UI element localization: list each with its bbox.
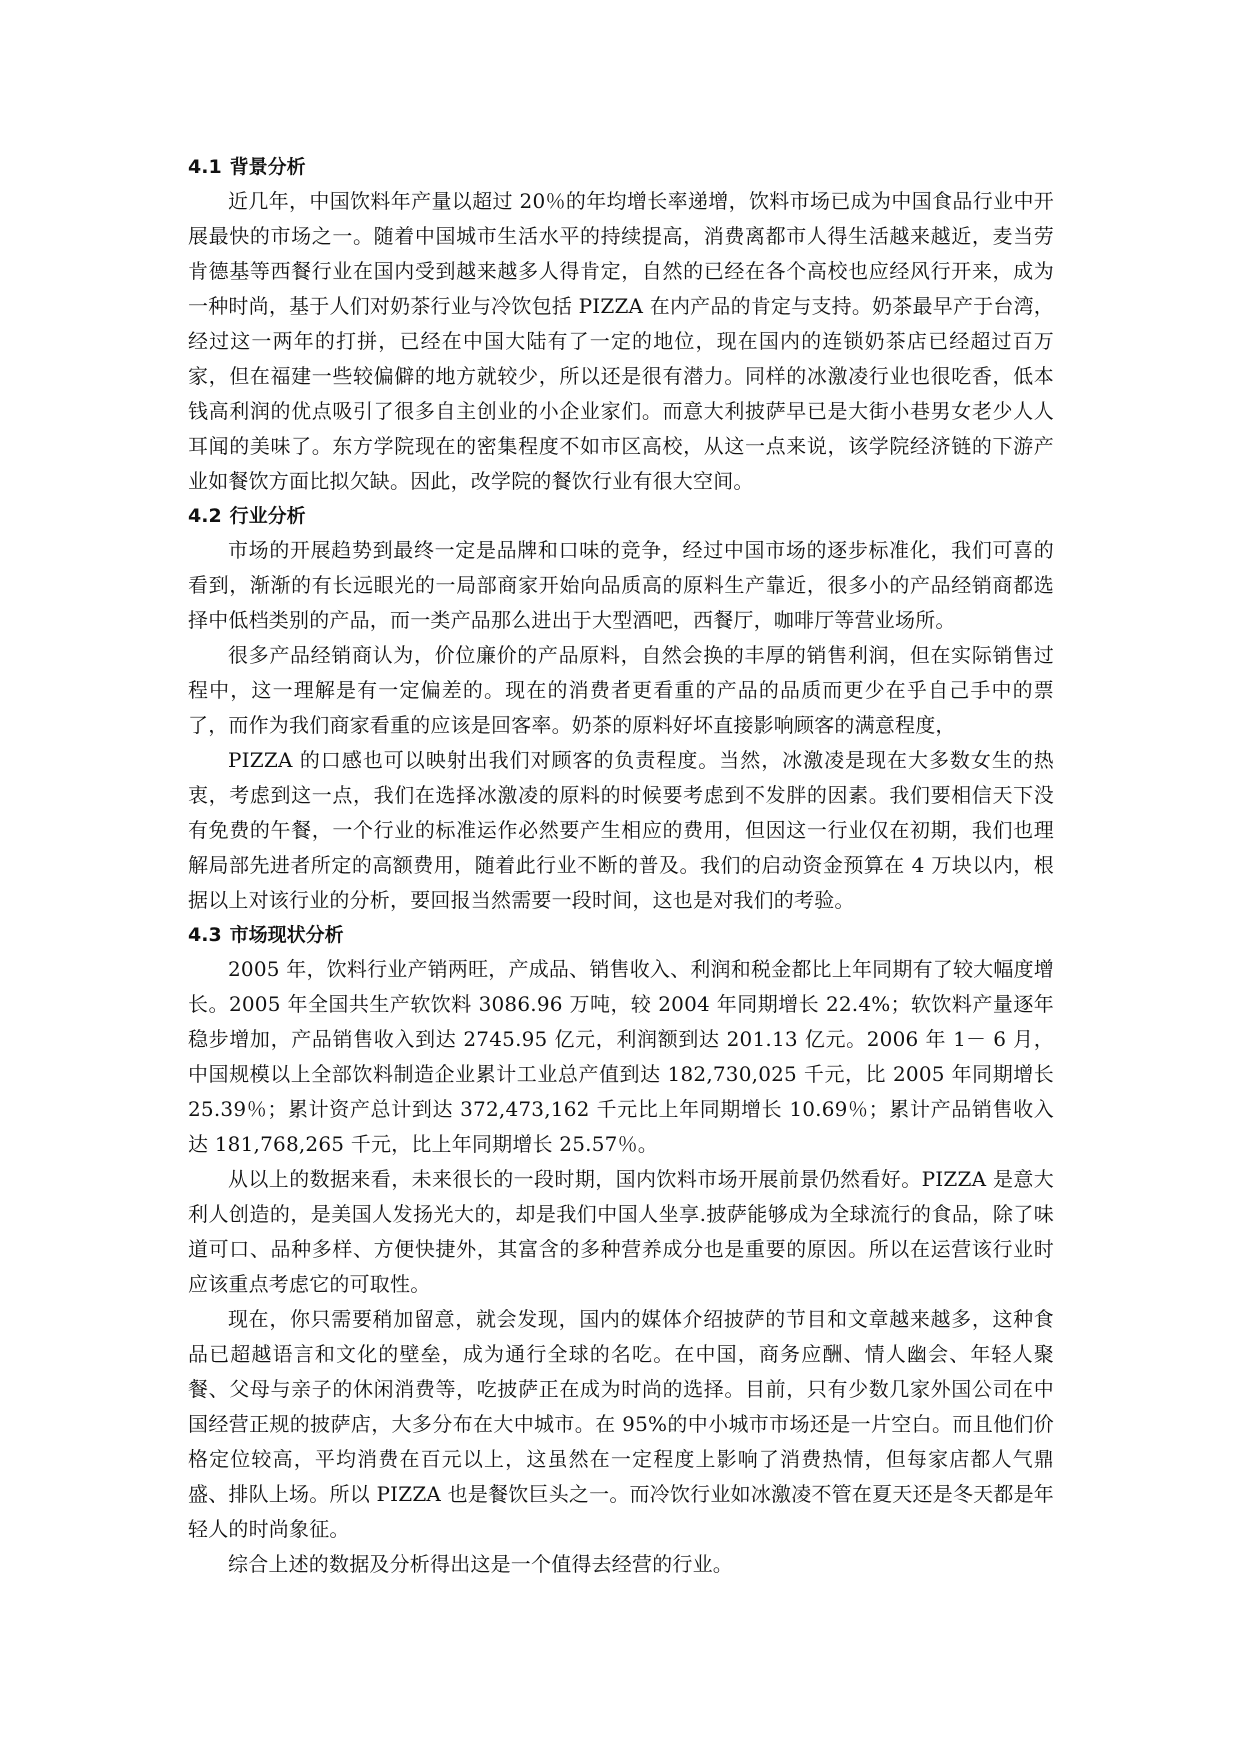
paragraph: 市场的开展趋势到最终一定是品牌和口味的竞争，经过中国市场的逐步标准化，我们可喜的看到，渐渐的有长远眼光的一局部商家开始向品质高的原料生产靠近，很多小的产品经销商都选择中低档类别的产品，而一类产品那么进出于大型酒吧，西餐厅，咖啡厅等营业场所。 — [188, 538, 1054, 632]
section-heading — [188, 150, 1054, 184]
section-title: 行业分析 — [229, 505, 306, 527]
paragraph: 综合上述的数据及分析得出这是一个值得去经营的行业。 — [228, 1552, 733, 1576]
section-number: 4.1 — [188, 156, 222, 178]
paragraph: 2005 年，饮料行业产销两旺，产成品、销售收入、利润和税金都比上年同期有了较大幅度增长。2005 年全国共生产软饮料 3086.96 万吨，较 2004 年同期增长 22.4%；软饮料产量逐年稳步增加，产品销售收入到达 2745.95 亿元，利润额到达 201.13 亿元。2006 年 1－ 6 月，中国规模以上全部饮料制造企业累计工业总产值到达 182,730,025 千元，比 2005 年同期增长 25.39％；累计资产总计到达 372,473,162 千元比上年同期增长 10.69％；累计产品销售收入达 181,768,265 千元，比上年同期增长 25.57％。 — [188, 957, 1054, 1156]
section-industry-analysis — [188, 499, 1054, 918]
section-title: 背景分析 — [229, 156, 306, 178]
paragraph: 从以上的数据来看，未来很长的一段时期，国内饮料市场开展前景仍然看好。PIZZA 是意大利人创造的，是美国人发扬光大的，却是我们中国人坐享.披萨能够成为全球流行的食品，除了味道可口、品种多样、方便快捷外，其富含的多种营养成分也是重要的原因。所以在运营该行业时应该重点考虑它的可取性。 — [188, 1167, 1054, 1296]
section-title: 市场现状分析 — [229, 924, 344, 946]
section-heading — [188, 499, 1054, 533]
paragraph: 近几年，中国饮料年产量以超过 20％的年均增长率递增，饮料市场已成为中国食品行业中开展最快的市场之一。随着中国城市生活水平的持续提高，消费离都市人得生活越来越近，麦当劳肯德基等西餐行业在国内受到越来越多人得肯定，自然的已经在各个高校也应经风行开来，成为一种时尚，基于人们对奶茶行业与冷饮包括 PIZZA 在内产品的肯定与支持。奶茶最早产于台湾，经过这一两年的打拼，已经在中国大陆有了一定的地位，现在国内的连锁奶茶店已经超过百万家，但在福建一些较偏僻的地方就较少，所以还是很有潜力。同样的冰激凌行业也很吃香，低本钱高利润的优点吸引了很多自主创业的小企业家们。而意大利披萨早已是大街小巷男女老少人人耳闻的美味了。东方学院现在的密集程度不如市区高校，从这一点来说，该学院经济链的下游产业如餐饮方面比拟欠缺。因此，改学院的餐饮行业有很大空间。 — [188, 189, 1054, 493]
section-number: 4.2 — [188, 505, 222, 527]
section-market-status-analysis — [188, 918, 1054, 1582]
section-number: 4.3 — [188, 924, 222, 946]
paragraph: PIZZA 的口感也可以映射出我们对顾客的负责程度。当然，冰激凌是现在大多数女生的热衷，考虑到这一点，我们在选择冰激凌的原料的时候要考虑到不发胖的因素。我们要相信天下没有免费的午餐，一个行业的标准运作必然要产生相应的费用，但因这一行业仅在初期，我们也理解局部先进者所定的高额费用，随着此行业不断的普及。我们的启动资金预算在 4 万块以内，根据以上对该行业的分析，要回报当然需要一段时间，这也是对我们的考验。 — [188, 748, 1054, 912]
section-background-analysis — [188, 150, 1054, 499]
paragraph: 很多产品经销商认为，价位廉价的产品原料，自然会换的丰厚的销售利润，但在实际销售过程中，这一理解是有一定偏差的。现在的消费者更看重的产品的品质而更少在乎自己手中的票了，而作为我们商家看重的应该是回客率。奶茶的原料好坏直接影响顾客的满意程度， — [188, 643, 1054, 737]
section-heading — [188, 918, 1054, 952]
paragraph: 现在，你只需要稍加留意，就会发现，国内的媒体介绍披萨的节目和文章越来越多，这种食品已超越语言和文化的壁垒，成为通行全球的名吃。在中国，商务应酬、情人幽会、年轻人聚餐、父母与亲子的休闲消费等，吃披萨正在成为时尚的选择。目前，只有少数几家外国公司在中国经营正规的披萨店，大多分布在大中城市。在 95%的中小城市市场还是一片空白。而且他们价格定位较高，平均消费在百元以上，这虽然在一定程度上影响了消费热情，但每家店都人气鼎盛、排队上场。所以 PIZZA 也是餐饮巨头之一。而冷饮行业如冰激凌不管在夏天还是冬天都是年轻人的时尚象征。 — [188, 1307, 1054, 1541]
document-body — [188, 150, 1054, 1582]
